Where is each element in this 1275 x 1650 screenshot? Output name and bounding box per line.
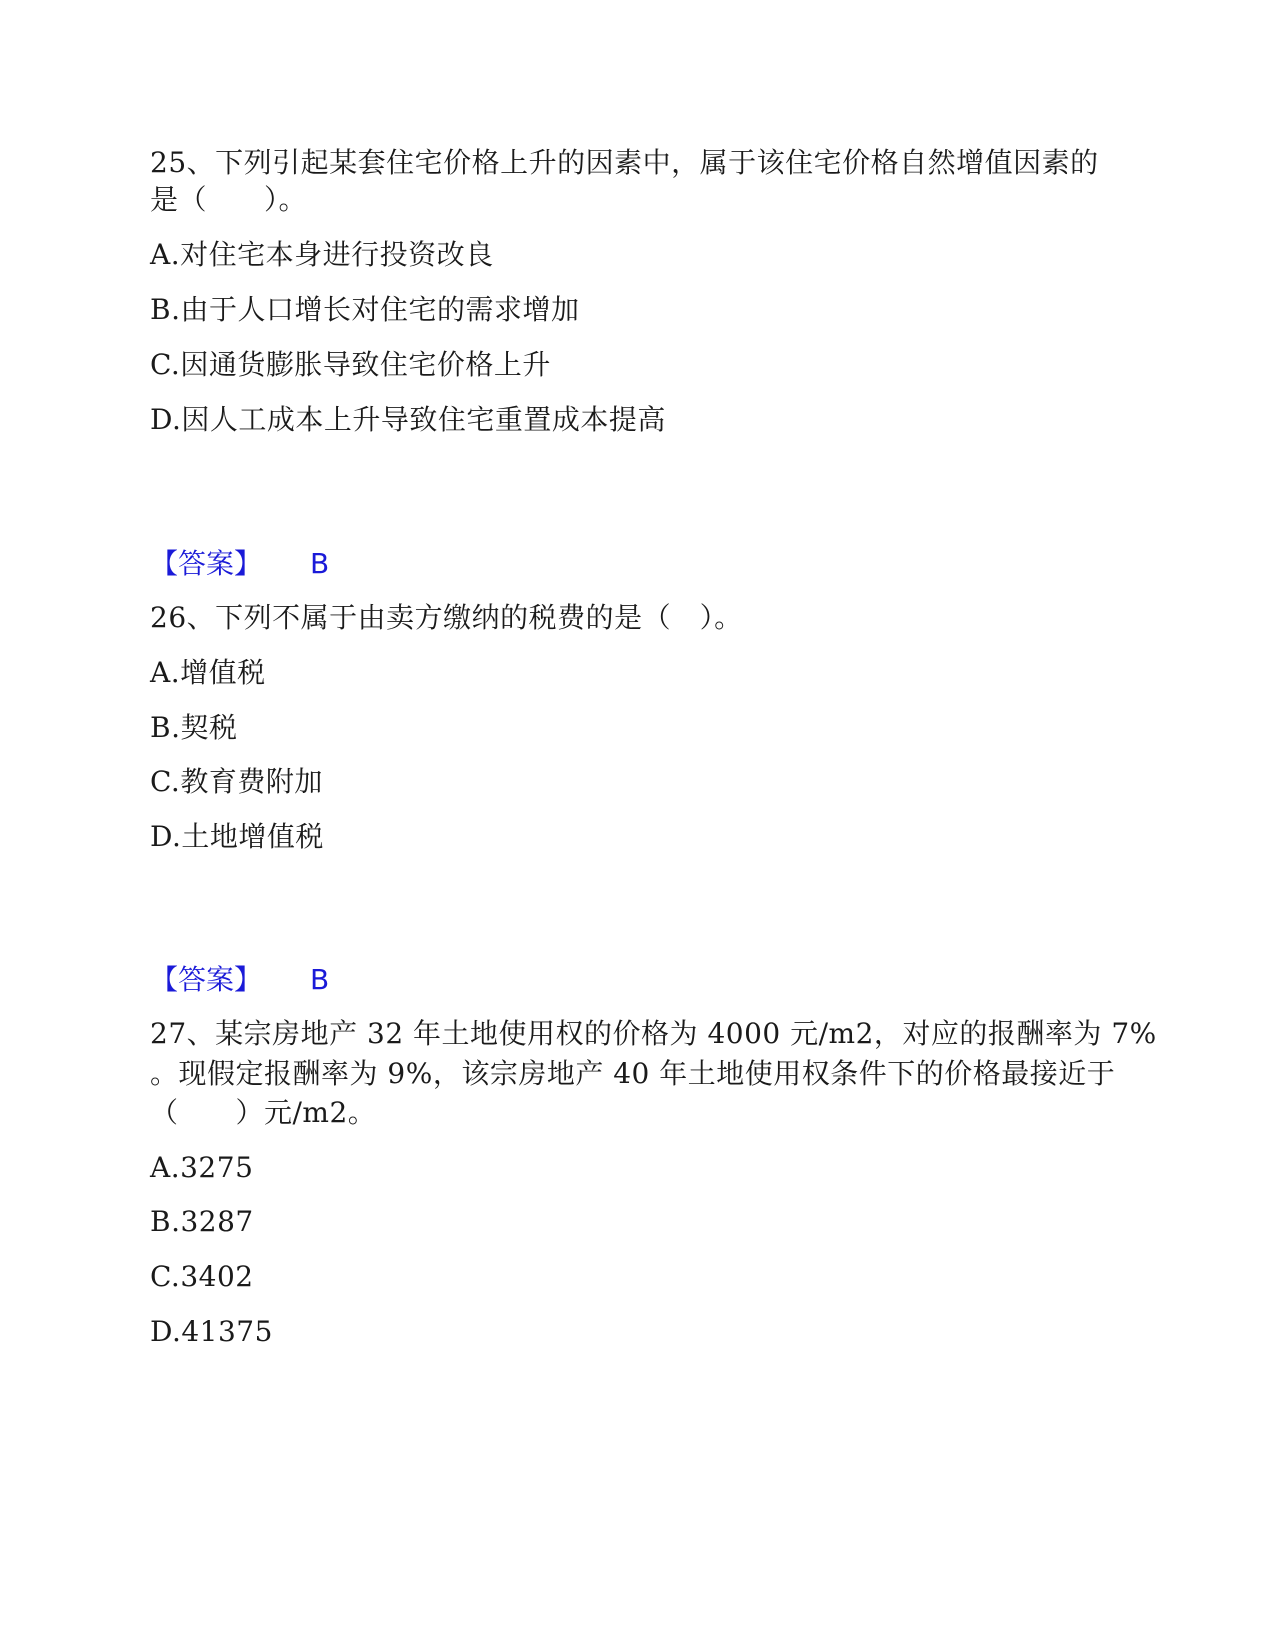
question-26-option-b: B.契税 (150, 711, 238, 744)
question-25-option-d: D.因人工成本上升导致住宅重置成本提高 (150, 403, 666, 436)
question-26-option-a: A.增值税 (150, 656, 266, 689)
question-26-option-d: D.土地增值税 (150, 820, 324, 853)
question-27-stem-line-3: （ ）元/m2。 (150, 1096, 377, 1129)
question-25-option-b: B.由于人口增长对住宅的需求增加 (150, 293, 580, 326)
question-26-option-c: C.教育费附加 (150, 765, 323, 798)
question-27-option-c: C.3402 (150, 1260, 254, 1293)
question-25-stem-line-1: 25、下列引起某套住宅价格上升的因素中，属于该住宅价格自然增值因素的 (150, 146, 1099, 179)
question-25-answer (150, 544, 329, 584)
question-27-option-a: A.3275 (150, 1151, 254, 1184)
answer-label: 【答案】 (150, 963, 263, 996)
question-26-stem-line-1: 26、下列不属于由卖方缴纳的税费的是（ ）。 (150, 601, 743, 634)
answer-value: B (310, 963, 330, 996)
question-25-option-c: C.因通货膨胀导致住宅价格上升 (150, 348, 551, 381)
question-25-stem-line-2: 是（ ）。 (150, 183, 308, 216)
question-25-option-a: A.对住宅本身进行投资改良 (150, 238, 494, 271)
question-26-answer (150, 960, 329, 1000)
question-27-stem-line-2: 。现假定报酬率为 9%，该宗房地产 40 年土地使用权条件下的价格最接近于 (150, 1057, 1116, 1090)
answer-value: B (310, 547, 330, 580)
answer-label: 【答案】 (150, 547, 263, 580)
question-27-option-d: D.41375 (150, 1315, 273, 1348)
question-27-stem-line-1: 27、某宗房地产 32 年土地使用权的价格为 4000 元/m2，对应的报酬率为 7% (150, 1017, 1157, 1050)
question-27-option-b: B.3287 (150, 1205, 254, 1238)
